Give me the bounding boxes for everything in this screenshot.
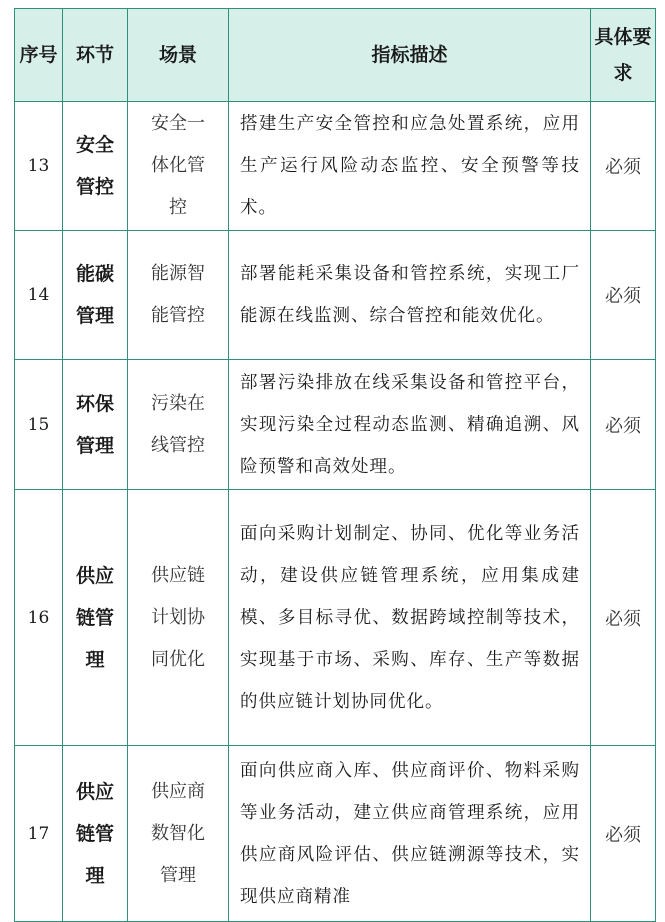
header-stage: 环节 xyxy=(63,9,128,102)
table-row xyxy=(15,231,656,360)
table-row xyxy=(15,102,656,231)
row-number: 15 xyxy=(15,360,63,490)
requirement-cell: 必须 xyxy=(591,231,656,360)
header-scene: 场景 xyxy=(128,9,229,102)
scene-cell: 能源智能管控 xyxy=(128,231,229,360)
stage-cell: 能碳管理 xyxy=(63,231,128,360)
description-cell: 部署能耗采集设备和管控系统，实现工厂能源在线监测、综合管控和能效优化。 xyxy=(229,231,591,360)
header-req xyxy=(591,9,656,102)
stage-cell: 安全管控 xyxy=(63,102,128,231)
row-number: 13 xyxy=(15,102,63,231)
stage-cell: 供应链管理 xyxy=(63,490,128,746)
requirement-cell: 必须 xyxy=(591,746,656,922)
scene-cell: 供应商数智化管理 xyxy=(128,746,229,922)
scene-cell: 安全一体化管控 xyxy=(128,102,229,231)
scene-cell: 污染在线管控 xyxy=(128,360,229,490)
header-req-label: 具体要求 xyxy=(594,26,652,84)
indicator-table xyxy=(14,8,656,922)
description-cell: 面向采购计划制定、协同、优化等业务活动，建设供应链管理系统，应用集成建模、多目标寻优、数据跨域控制等技术，实现基于市场、采购、库存、生产等数据的供应链计划协同优化。 xyxy=(229,490,591,746)
row-number: 17 xyxy=(15,746,63,922)
stage-cell: 环保管理 xyxy=(63,360,128,490)
scene-cell: 供应链计划协同优化 xyxy=(128,490,229,746)
requirement-cell: 必须 xyxy=(591,102,656,231)
header-no-label: 序号 xyxy=(19,44,58,66)
row-number: 16 xyxy=(15,490,63,746)
header-no xyxy=(15,9,63,102)
description-cell: 面向供应商入库、供应商评价、物料采购等业务活动，建立供应商管理系统，应用供应商风险评估、供应链溯源等技术，实现供应商精准 xyxy=(229,746,591,922)
table-row xyxy=(15,490,656,746)
table-row xyxy=(15,746,656,922)
table-header-row xyxy=(15,9,656,102)
row-number: 14 xyxy=(15,231,63,360)
requirement-cell: 必须 xyxy=(591,490,656,746)
table-row xyxy=(15,360,656,490)
stage-cell: 供应链管理 xyxy=(63,746,128,922)
description-cell: 搭建生产安全管控和应急处置系统，应用生产运行风险动态监控、安全预警等技术。 xyxy=(229,102,591,231)
description-cell: 部署污染排放在线采集设备和管控平台，实现污染全过程动态监测、精确追溯、风险预警和高效处理。 xyxy=(229,360,591,490)
requirement-cell: 必须 xyxy=(591,360,656,490)
header-desc: 指标描述 xyxy=(229,9,591,102)
